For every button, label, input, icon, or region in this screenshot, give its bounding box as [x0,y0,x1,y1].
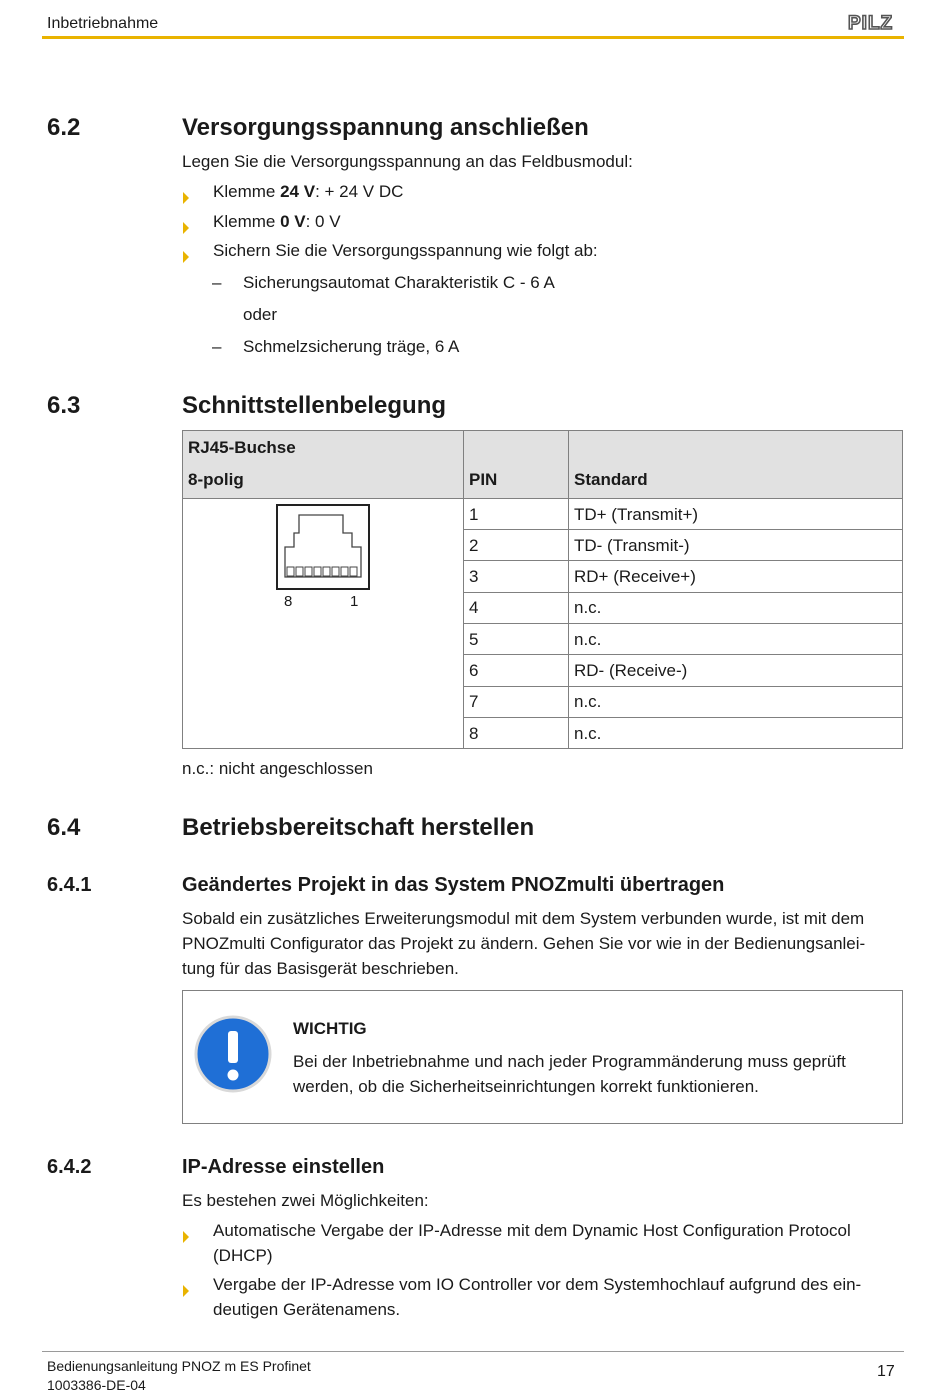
footer-rule [42,1351,904,1352]
section-title: Schnittstellenbelegung [182,392,447,419]
dash-item: – Schmelzsicherung träge, 6 A [212,334,459,359]
note-text-line: werden, ob die Sicherheitseinrichtungen korrekt funktionieren. [293,1077,759,1096]
subsection-number: 6.4.2 [47,1156,92,1178]
table-cell-pin: 6 [469,661,479,680]
bullet-triangle-icon [182,1279,190,1304]
table-cell-pin: 3 [469,567,479,586]
important-note-box [182,990,903,1124]
logo-text: PILZ [848,13,894,33]
paragraph-line: Sobald ein zusätzliches Erweiterungsmodul mit dem System verbunden wurde, ist mit dem [182,909,865,928]
table-cell-standard: n.c. [574,630,602,649]
section-number: 6.2 [47,114,81,141]
socket-pin-label: 8 [284,593,293,610]
table-cell-standard: n.c. [574,692,602,711]
subsection-title: IP-Adresse einstellen [182,1156,385,1178]
bullet-item: Vergabe der IP-Adresse vom IO Controller vor dem Systemhochlauf aufgrund des ein- deutigen Gerätenamens. [182,1272,903,1322]
pin-assignment-table [182,430,903,749]
rj45-socket-icon [276,504,372,595]
dash-marker: – [212,337,222,356]
paragraph: Es bestehen zwei Möglichkeiten: [182,1191,429,1210]
table-cell-standard: RD- (Receive-) [574,661,688,680]
section-number: 6.4 [47,814,81,841]
bullet-triangle-icon [182,186,190,211]
bullet-item: Klemme 0 V: 0 V [182,209,903,234]
section-title: Versorgungsspannung anschließen [182,114,589,141]
table-cell-pin: 2 [469,536,479,555]
footer-doc-number: 1003386-DE-04 [47,1377,146,1393]
table-header-cell: Standard [574,470,648,489]
table-cell-pin: 1 [469,505,479,524]
footer-doc-title: Bedienungsanleitung PNOZ m ES Profinet [47,1358,311,1374]
dash-item: – Sicherungsautomat Charakteristik C - 6 A [212,270,555,295]
socket-pin-label: 1 [350,593,359,610]
subsection-number: 6.4.1 [47,874,92,896]
table-cell-standard: RD+ (Receive+) [574,567,696,586]
or-text: oder [243,305,278,324]
table-cell-standard: TD- (Transmit-) [574,536,690,555]
table-header-cell: RJ45-Buchse [188,438,296,457]
note-text-line: Bei der Inbetriebnahme und nach jeder Programmänderung muss geprüft [293,1052,846,1071]
table-cell-pin: 4 [469,598,479,617]
table-footnote: n.c.: nicht angeschlossen [182,759,373,778]
bullet-item: Automatische Vergabe der IP-Adresse mit dem Dynamic Host Configuration Protocol (DHCP) [182,1218,903,1268]
note-title: WICHTIG [293,1019,367,1038]
table-cell-standard: TD+ (Transmit+) [574,505,699,524]
table-cell-standard: n.c. [574,724,602,743]
section-title: Betriebsbereitschaft herstellen [182,814,535,841]
pilz-logo [848,13,904,38]
dash-marker: – [212,273,222,292]
running-header-title: Inbetriebnahme [47,15,159,32]
paragraph-line: tung für das Basisgerät beschrieben. [182,959,459,978]
subsection-title: Geändertes Projekt in das System PNOZmulti übertragen [182,874,725,896]
bullet-triangle-icon [182,245,190,270]
paragraph: Legen Sie die Versorgungsspannung an das Feldbusmodul: [182,152,633,171]
table-cell-pin: 8 [469,724,479,743]
bullet-triangle-icon [182,1225,190,1250]
page-number: 17 [877,1363,895,1380]
table-cell-standard: n.c. [574,598,602,617]
section-number: 6.3 [47,392,81,419]
table-header-cell: 8-polig [188,470,244,489]
table-header-cell: PIN [469,470,498,489]
header-rule [42,36,904,39]
table-cell-pin: 7 [469,692,479,711]
bullet-item: Klemme 24 V: + 24 V DC [182,179,903,204]
paragraph-line: PNOZmulti Configurator das Projekt zu ändern. Gehen Sie vor wie in der Bedienungsanlei- [182,934,866,953]
table-cell-pin: 5 [469,630,479,649]
exclamation-icon [194,1015,272,1098]
bullet-item: Sichern Sie die Versorgungsspannung wie folgt ab: [182,238,903,263]
